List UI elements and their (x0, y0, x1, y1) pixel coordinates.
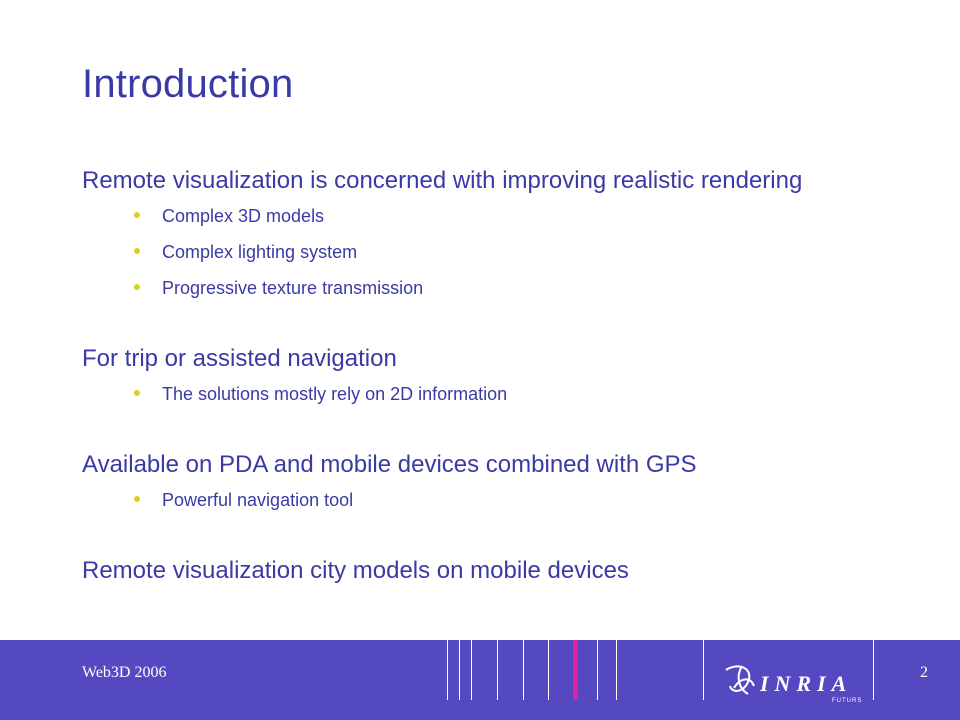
bullet-text: Progressive texture transmission (162, 278, 424, 298)
footer-event-label: Web3D 2006 (82, 664, 167, 681)
footer-divider (523, 640, 524, 700)
footer-divider (447, 640, 448, 700)
bullet-item (82, 198, 942, 234)
footer-divider (548, 640, 549, 700)
inria-logo (720, 658, 870, 706)
section-heading: Available on PDA and mobile devices combined with GPS (82, 451, 697, 478)
bullet-item (82, 270, 942, 306)
footer-divider (616, 640, 617, 700)
bullet-dot-icon (134, 212, 140, 218)
footer-accent-line (573, 640, 578, 700)
footer-divider (471, 640, 472, 700)
section-heading: Remote visualization city models on mobile devices (82, 557, 629, 584)
bullet-dot-icon (134, 390, 140, 396)
section-heading: For trip or assisted navigation (82, 345, 397, 372)
section-navigation (82, 342, 942, 412)
page-number: 2 (920, 664, 928, 681)
bullet-item (82, 376, 942, 412)
bullet-list (82, 482, 942, 518)
bullet-dot-icon (134, 496, 140, 502)
bullet-text: Complex 3D models (162, 206, 325, 226)
bullet-dot-icon (134, 248, 140, 254)
bullet-list (82, 198, 942, 306)
logo-text: INRIA (760, 671, 853, 696)
footer-divider (597, 640, 598, 700)
bullet-list (82, 376, 942, 412)
section-city-models (82, 554, 942, 588)
section-heading: Remote visualization is concerned with improving realistic rendering (82, 167, 803, 194)
footer-bar (0, 640, 960, 720)
bullet-text: The solutions mostly rely on 2D information (162, 384, 508, 404)
bullet-item (82, 482, 942, 518)
footer-divider (703, 640, 704, 700)
logo-subtext: FUTURS (832, 698, 863, 704)
footer-divider (497, 640, 498, 700)
inria-swirl-icon (726, 666, 754, 694)
bullet-text: Powerful navigation tool (162, 490, 354, 510)
footer-divider (459, 640, 460, 700)
bullet-text: Complex lighting system (162, 242, 358, 262)
slide-content (82, 164, 942, 588)
footer-divider (873, 640, 874, 700)
slide-title: Introduction (82, 62, 294, 106)
section-pda-gps (82, 448, 942, 518)
bullet-dot-icon (134, 284, 140, 290)
section-remote-visualization (82, 164, 942, 306)
bullet-item (82, 234, 942, 270)
